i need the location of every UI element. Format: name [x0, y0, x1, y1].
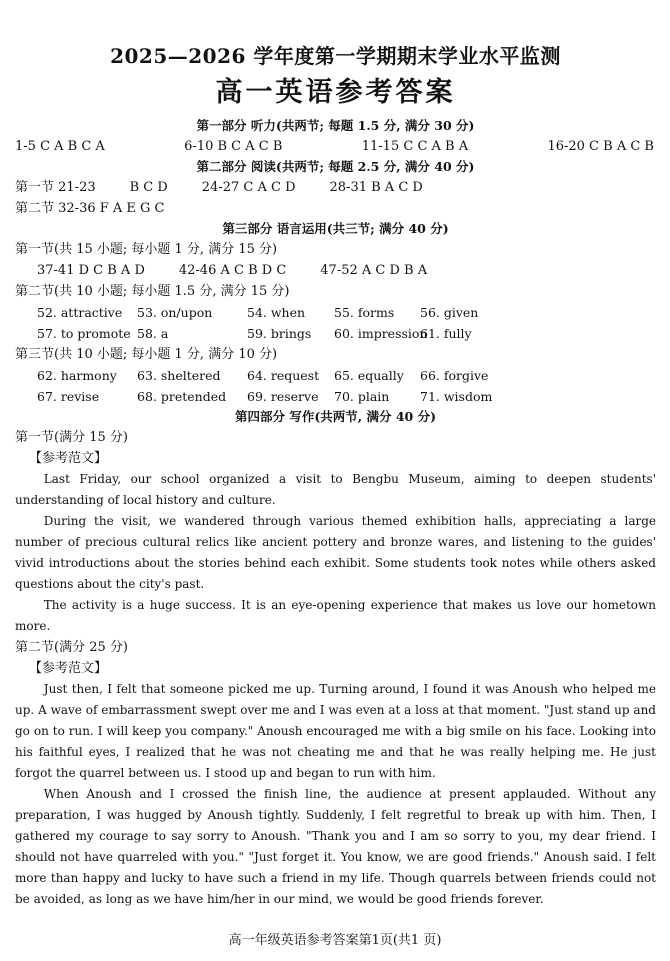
part3-section2-row2 [15, 323, 656, 344]
part3-section3-row1 [15, 365, 656, 386]
word-answer: 69. reserve [247, 389, 319, 404]
word-answer: 71. wisdom [420, 389, 493, 404]
word-answer: 58. a [137, 326, 169, 341]
main-title: 高一英语参考答案 [215, 77, 456, 108]
word-answer: 60. impression [334, 326, 428, 341]
answer-group: B C D [129, 180, 168, 195]
word-answer: 59. brings [247, 326, 312, 341]
word-answer: 66. forgive [420, 368, 489, 383]
part1-heading: 第一部分 听力(共两节; 每题 1.5 分, 满分 30 分) [196, 118, 475, 133]
essay1-paragraph: During the visit, we wandered through various themed exhibition halls, appreciating a large number of precious cultural relics like ancient pottery and bronze wares, and listening to the guides' vivid introductions about the stories behind each exhibit. Some students took notes while others asked questions about the city's past. [15, 514, 656, 591]
section-label: 第一节 21-23 [15, 180, 96, 195]
answer-group: 11-15 C C A B A [361, 139, 469, 154]
word-answer: 61. fully [420, 326, 472, 341]
word-answer: 55. forms [334, 305, 395, 320]
essay1-paragraph: The activity is a huge success. It is an eye-opening experience that makes us love our hometown more. [15, 598, 656, 633]
word-answer: 65. equally [334, 368, 404, 383]
answer-group: 24-27 C A C D [201, 180, 296, 195]
part3-section2-row1 [15, 302, 656, 323]
word-answer: 62. harmony [37, 368, 117, 383]
answer-group: 16-20 C B A C B [547, 139, 654, 154]
part3-section2-title: 第二节(共 10 小题; 每小题 1.5 分, 满分 15 分) [15, 284, 290, 299]
essay2-paragraph: When Anoush and I crossed the finish line, the audience at present applauded. Without any preparation, I was hugged by Anoush tightly. Suddenly, I felt regretful to break up with him. Then, I gathered my courage to say sorry to Anoush. "Thank you and I am so sorry to you, my dear friend. I should not have quarreled with you." "Just forget it. You know, we are good friends." Anoush said. I felt more than happy and lucky to have such a friend in my life. Though quarrels between friends could not be avoided, as long as we have him/her in our mind, we would be good friends forever. [15, 787, 656, 906]
part1-answers [15, 136, 656, 157]
word-answer: 53. on/upon [137, 305, 213, 320]
answer-group: 6-10 B C A C B [184, 139, 283, 154]
part4-section2-title: 第二节(满分 25 分) [15, 640, 128, 655]
word-answer: 52. attractive [37, 305, 123, 320]
essay2-paragraph: Just then, I felt that someone picked me up. Turning around, I found it was Anoush who helped me up. A wave of embarrassment swept over me and I was even at a loss at that moment. "Just stand up and go on to run. I will keep you company." Anoush encouraged me with a big smile on his face. Looking into his faithful eyes, I realized that he was not cheating me and that he was really helping me. He just forgot the quarrel between us. I stood up and began to run with him. [15, 682, 656, 780]
word-answer: 70. plain [334, 389, 390, 404]
essay1-paragraph: Last Friday, our school organized a visit to Bengbu Museum, aiming to deepen students' understanding of local history and culture. [15, 472, 656, 507]
part4-heading: 第四部分 写作(共两节, 满分 40 分) [235, 409, 436, 424]
answer-group: 42-46 A C B D C [178, 263, 287, 278]
part4-section1-title: 第一节(满分 15 分) [15, 430, 128, 445]
answer-group: 28-31 B A C D [329, 180, 423, 195]
exam-title: 2025—2026 学年度第一学期期末学业水平监测 [110, 44, 561, 68]
part3-heading: 第三部分 语言运用(共三节; 满分 40 分) [222, 221, 449, 236]
part2-heading: 第二部分 阅读(共两节; 每题 2.5 分, 满分 40 分) [196, 159, 475, 174]
part3-section3-title: 第三节(共 10 小题; 每小题 1 分, 满分 10 分) [15, 347, 278, 362]
word-answer: 57. to promote [37, 326, 131, 341]
answer-group: 37-41 D C B A D [37, 263, 145, 278]
word-answer: 63. sheltered [137, 368, 221, 383]
word-answer: 68. pretended [137, 389, 227, 404]
sample-essay-label: 【参考范文】 [29, 661, 108, 676]
sample-essay-label: 【参考范文】 [29, 451, 108, 466]
part2-section1-answers [15, 177, 656, 198]
part3-section1-answers [15, 260, 656, 281]
part3-section3-row2 [15, 386, 656, 407]
word-answer: 56. given [420, 305, 479, 320]
answer-group: 1-5 C A B C A [15, 139, 105, 154]
part3-section1-title: 第一节(共 15 小题; 每小题 1 分, 满分 15 分) [15, 242, 278, 257]
word-answer: 54. when [247, 305, 306, 320]
word-answer: 64. request [247, 368, 320, 383]
word-answer: 67. revise [37, 389, 100, 404]
answer-group: 47-52 A C D B A [320, 263, 428, 278]
page-footer: 高一年级英语参考答案第1页(共1 页) [228, 933, 442, 948]
part2-section2-answers: 第二节 32-36 F A E G C [15, 201, 165, 216]
